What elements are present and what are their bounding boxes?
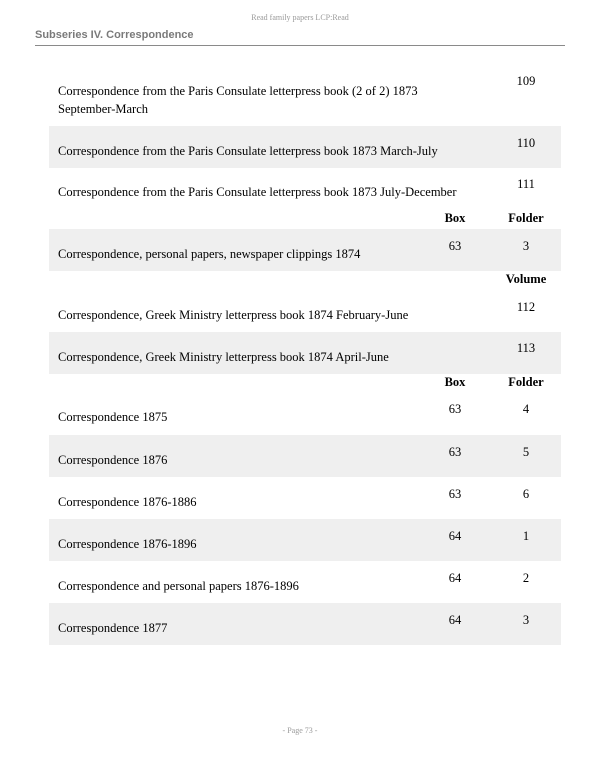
section-title: Subseries IV. Correspondence bbox=[35, 29, 194, 41]
list-item bbox=[49, 168, 561, 210]
item-volume: 111 bbox=[517, 177, 535, 191]
item-volume: 113 bbox=[516, 341, 536, 355]
list-item bbox=[49, 229, 561, 271]
list-item bbox=[49, 435, 561, 477]
list-item bbox=[49, 332, 561, 374]
item-title: Correspondence from the Paris Consulate letterpress book 1873 March-July bbox=[58, 144, 438, 158]
item-title: Correspondence 1875 bbox=[58, 410, 168, 424]
running-header: Read family papers LCP:Read bbox=[251, 13, 349, 22]
item-title: Correspondence, Greek Ministry letterpress book 1874 April-June bbox=[58, 350, 389, 364]
volume-column-header: Volume bbox=[505, 272, 547, 286]
folder-column-header: Folder bbox=[508, 211, 544, 225]
item-folder: 3 bbox=[522, 613, 530, 627]
item-box: 64 bbox=[448, 571, 462, 585]
item-volume: 110 bbox=[516, 136, 536, 150]
item-volume: 112 bbox=[516, 300, 536, 314]
item-folder: 3 bbox=[522, 239, 530, 253]
list-item bbox=[49, 561, 561, 603]
item-title: Correspondence 1876-1896 bbox=[58, 537, 197, 551]
item-folder: 1 bbox=[522, 529, 530, 543]
box-column-header: Box bbox=[444, 375, 466, 389]
list-item bbox=[49, 519, 561, 561]
list-item bbox=[49, 64, 561, 126]
item-folder: 5 bbox=[522, 445, 530, 459]
item-box: 63 bbox=[448, 445, 462, 459]
item-box: 63 bbox=[448, 402, 462, 416]
item-folder: 2 bbox=[522, 571, 530, 585]
item-title: Correspondence 1876 bbox=[58, 453, 168, 467]
page-number: - Page 73 - bbox=[282, 726, 318, 735]
item-box: 63 bbox=[448, 487, 462, 501]
list-item bbox=[49, 393, 561, 435]
item-box: 63 bbox=[448, 239, 462, 253]
item-box: 64 bbox=[448, 613, 462, 627]
list-item bbox=[49, 477, 561, 519]
list-item bbox=[49, 603, 561, 645]
header-divider bbox=[35, 45, 565, 46]
item-title: Correspondence from the Paris Consulate letterpress book 1873 July-December bbox=[58, 185, 457, 199]
item-title: Correspondence 1877 bbox=[58, 621, 168, 635]
item-title: Correspondence and personal papers 1876-1896 bbox=[58, 579, 299, 593]
list-item bbox=[49, 290, 561, 332]
item-folder: 6 bbox=[522, 487, 530, 501]
folder-column-header: Folder bbox=[508, 375, 544, 389]
box-column-header: Box bbox=[444, 211, 466, 225]
item-folder: 4 bbox=[522, 402, 530, 416]
item-title: Correspondence from the Paris Consulate letterpress book (2 of 2) 1873 September-March bbox=[58, 84, 418, 116]
list-item bbox=[49, 126, 561, 168]
item-title: Correspondence, personal papers, newspaper clippings 1874 bbox=[58, 247, 361, 261]
item-title: Correspondence, Greek Ministry letterpress book 1874 February-June bbox=[58, 308, 409, 322]
item-box: 64 bbox=[448, 529, 462, 543]
item-volume: 109 bbox=[516, 74, 536, 88]
item-title: Correspondence 1876-1886 bbox=[58, 495, 197, 509]
